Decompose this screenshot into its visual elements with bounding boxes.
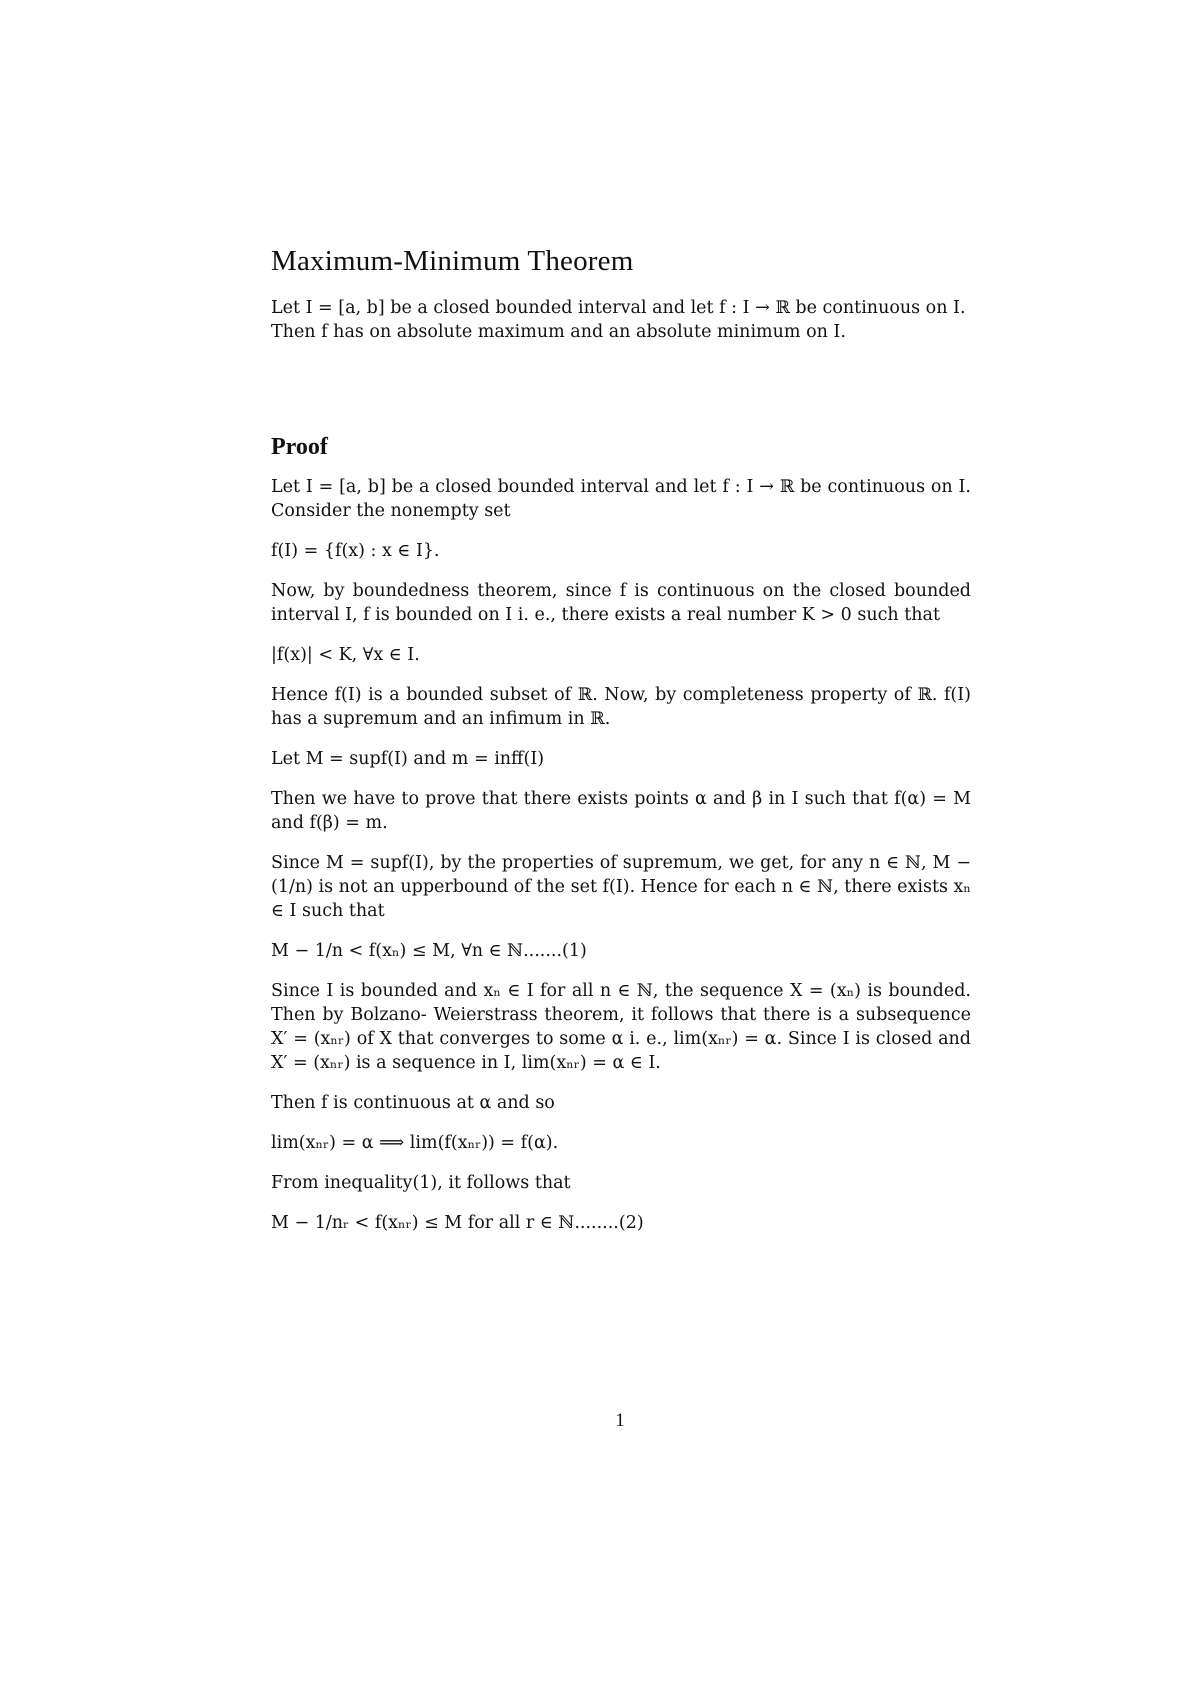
proof-paragraph: Then we have to prove that there exists points α and β in I such that f(α) = M and f(β) = m. [271,789,971,833]
page-number: 1 [615,1410,625,1431]
proof-paragraph: Let M = supf(I) and m = inff(I) [271,749,545,769]
proof-equation: M − 1/nᵣ < f(xₙᵣ) ≤ M for all r ∈ ℕ........(2) [271,1213,644,1233]
proof-paragraph: Since M = supf(I), by the properties of supremum, we get, for any n ∈ ℕ, M − (1/n) is not an upperbound of the set f(I). Hence for each n ∈ ℕ, there exists xₙ ∈ I such that [271,853,971,921]
page-title: Maximum-Minimum Theorem [271,245,634,277]
proof-paragraph: From inequality(1), it follows that [271,1173,571,1193]
proof-equation: f(I) = {f(x) : x ∈ I}. [271,541,440,561]
proof-paragraph: Now, by boundedness theorem, since f is continuous on the closed bounded interval I, f is bounded on I i. e., there exists a real number K > 0 such that [271,581,971,625]
proof-heading: Proof [271,434,328,460]
proof-equation: lim(xₙᵣ) = α ⟹ lim(f(xₙᵣ)) = f(α). [271,1133,559,1153]
proof-paragraph: Since I is bounded and xₙ ∈ I for all n ∈ ℕ, the sequence X = (xₙ) is bounded. Then by Bolzano- Weierstrass theorem, it follows that there is a subsequence X′ = (xₙᵣ) of X that converges to some α i. e., lim(xₙᵣ) = α. Since I is closed and X′ = (xₙᵣ) is a sequence in I, lim(xₙᵣ) = α ∈ I. [271,981,971,1073]
proof-paragraph: Let I = [a, b] be a closed bounded interval and let f : I → ℝ be continuous on I. Consider the nonempty set [271,477,971,521]
theorem-statement-line-2: Then f has on absolute maximum and an absolute minimum on I. [271,322,846,342]
proof-paragraph: Hence f(I) is a bounded subset of ℝ. Now, by completeness property of ℝ. f(I) has a supremum and an infimum in ℝ. [271,685,971,729]
theorem-statement-line-1: Let I = [a, b] be a closed bounded interval and let f : I → ℝ be continuous on I. [271,298,966,318]
proof-equation: M − 1/n < f(xₙ) ≤ M, ∀n ∈ ℕ.......(1) [271,941,587,961]
proof-equation: |f(x)| < K, ∀x ∈ I. [271,645,420,665]
document-page [271,245,971,1235]
proof-paragraph: Then f is continuous at α and so [271,1093,555,1113]
